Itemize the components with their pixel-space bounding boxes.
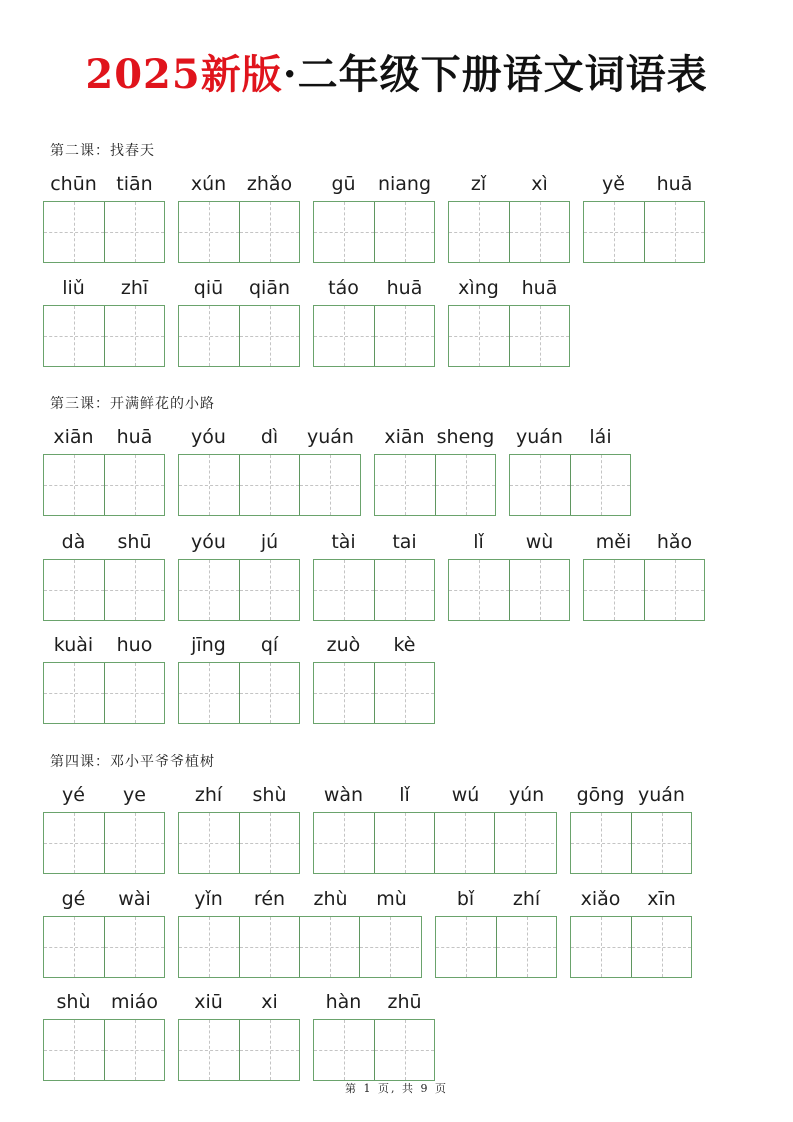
pinyin-line: [509, 424, 631, 454]
writing-cell[interactable]: [179, 1020, 239, 1080]
word-group: [178, 529, 300, 621]
pinyin-syllable: gé: [61, 888, 86, 910]
pinyin-syllable: hàn: [325, 991, 362, 1013]
pinyin-syllable: dì: [260, 426, 279, 448]
word-row: [43, 886, 692, 978]
pinyin-line: [43, 886, 165, 916]
writing-cell[interactable]: [104, 917, 164, 977]
pinyin-syllable: lái: [589, 426, 612, 448]
writing-cell[interactable]: [104, 560, 164, 620]
writing-cell[interactable]: [44, 455, 104, 515]
writing-cell[interactable]: [584, 560, 644, 620]
pinyin-syllable: zhù: [313, 888, 348, 910]
pinyin-line: [43, 632, 165, 662]
writing-cell[interactable]: [104, 1020, 164, 1080]
tianzige-grid: [178, 454, 361, 516]
word-group: [313, 632, 435, 724]
pinyin-line: [43, 989, 165, 1019]
word-group: [448, 275, 570, 367]
pinyin-syllable: niang: [377, 173, 432, 195]
pinyin-syllable: xiān: [384, 426, 425, 448]
writing-cell[interactable]: [44, 560, 104, 620]
lesson-heading: 第四课：邓小平爷爷植树: [50, 754, 215, 770]
word-row: [43, 632, 435, 724]
pinyin-syllable: xún: [190, 173, 227, 195]
pinyin-line: [313, 632, 435, 662]
pinyin-line: [43, 171, 165, 201]
pinyin-syllable: jīng: [191, 634, 226, 656]
page-title: [0, 52, 793, 98]
tianzige-grid: [570, 812, 692, 874]
word-group: [43, 424, 165, 516]
writing-cell[interactable]: [299, 917, 359, 977]
pinyin-line: [313, 529, 435, 559]
word-group: [43, 275, 165, 367]
pinyin-line: [178, 275, 300, 305]
writing-cell[interactable]: [314, 202, 374, 262]
word-group: [43, 886, 165, 978]
word-group: [178, 782, 300, 874]
pinyin-syllable: yǐn: [194, 888, 223, 910]
pinyin-line: [43, 424, 165, 454]
pinyin-line: [313, 171, 435, 201]
writing-cell[interactable]: [314, 813, 374, 873]
pinyin-line: [583, 529, 705, 559]
word-row: [43, 275, 570, 367]
writing-cell[interactable]: [510, 455, 570, 515]
tianzige-grid: [509, 454, 631, 516]
pinyin-line: [43, 529, 165, 559]
pinyin-line: [178, 171, 300, 201]
title-edition: 2025新版: [85, 51, 283, 98]
pinyin-syllable: wài: [118, 888, 151, 910]
pinyin-syllable: xì: [531, 173, 548, 195]
pinyin-syllable: huā: [116, 426, 153, 448]
writing-cell[interactable]: [584, 202, 644, 262]
pinyin-syllable: qiū: [193, 277, 224, 299]
page-footer: 第 1 页, 共 9 页: [345, 1082, 448, 1095]
tianzige-grid: [448, 559, 570, 621]
word-group: [570, 782, 692, 874]
pinyin-syllable: xi: [261, 991, 278, 1013]
writing-cell[interactable]: [239, 813, 299, 873]
word-group: [448, 171, 570, 263]
pinyin-line: [178, 782, 300, 812]
pinyin-line: [313, 782, 557, 812]
tianzige-grid: [313, 201, 435, 263]
pinyin-syllable: kuài: [53, 634, 94, 656]
word-group: [509, 424, 631, 516]
word-group: [178, 989, 300, 1081]
writing-cell[interactable]: [104, 813, 164, 873]
writing-cell[interactable]: [179, 663, 239, 723]
writing-cell[interactable]: [104, 306, 164, 366]
writing-cell[interactable]: [496, 917, 556, 977]
word-group: [178, 632, 300, 724]
writing-cell[interactable]: [179, 560, 239, 620]
pinyin-line: [178, 424, 361, 454]
writing-cell[interactable]: [435, 455, 495, 515]
pinyin-line: [435, 886, 557, 916]
writing-cell[interactable]: [44, 663, 104, 723]
writing-cell[interactable]: [494, 813, 554, 873]
pinyin-syllable: huā: [521, 277, 558, 299]
pinyin-line: [313, 989, 435, 1019]
pinyin-line: [43, 275, 165, 305]
word-group: [43, 632, 165, 724]
pinyin-syllable: shù: [56, 991, 91, 1013]
pinyin-syllable: yuán: [307, 426, 354, 448]
pinyin-line: [178, 989, 300, 1019]
lesson-heading: 第二课：找春天: [50, 143, 155, 159]
pinyin-line: [313, 275, 435, 305]
writing-cell[interactable]: [375, 455, 435, 515]
pinyin-syllable: chūn: [50, 173, 97, 195]
pinyin-syllable: yé: [62, 784, 85, 806]
word-group: [178, 171, 300, 263]
writing-cell[interactable]: [644, 560, 704, 620]
word-group: [570, 886, 692, 978]
pinyin-syllable: měi: [595, 531, 632, 553]
tianzige-grid: [178, 662, 300, 724]
pinyin-syllable: táo: [328, 277, 359, 299]
lesson-heading: 第三课：开满鲜花的小路: [50, 396, 215, 412]
pinyin-syllable: sheng: [436, 426, 495, 448]
writing-cell[interactable]: [509, 306, 569, 366]
writing-cell[interactable]: [571, 917, 631, 977]
pinyin-syllable: yě: [602, 173, 625, 195]
pinyin-syllable: bǐ: [456, 888, 475, 910]
tianzige-grid: [313, 662, 435, 724]
writing-cell[interactable]: [239, 202, 299, 262]
writing-cell[interactable]: [436, 917, 496, 977]
word-group: [448, 529, 570, 621]
writing-cell[interactable]: [179, 813, 239, 873]
writing-cell[interactable]: [374, 663, 434, 723]
pinyin-syllable: yuán: [516, 426, 563, 448]
pinyin-line: [583, 171, 705, 201]
writing-cell[interactable]: [374, 202, 434, 262]
writing-cell[interactable]: [104, 202, 164, 262]
writing-cell[interactable]: [314, 560, 374, 620]
writing-cell[interactable]: [44, 202, 104, 262]
pinyin-syllable: huā: [386, 277, 423, 299]
writing-cell[interactable]: [631, 917, 691, 977]
tianzige-grid: [313, 305, 435, 367]
word-group: [178, 275, 300, 367]
pinyin-line: [448, 171, 570, 201]
pinyin-syllable: miáo: [110, 991, 159, 1013]
writing-cell[interactable]: [44, 917, 104, 977]
writing-cell[interactable]: [571, 813, 631, 873]
word-group: [313, 171, 435, 263]
word-group: [178, 424, 361, 516]
pinyin-syllable: lǐ: [399, 784, 410, 806]
writing-cell[interactable]: [239, 663, 299, 723]
pinyin-syllable: rén: [253, 888, 286, 910]
pinyin-syllable: gū: [331, 173, 356, 195]
pinyin-syllable: xiǎo: [580, 888, 621, 910]
writing-cell[interactable]: [44, 813, 104, 873]
word-group: [43, 171, 165, 263]
word-row: [43, 782, 692, 874]
pinyin-syllable: yóu: [191, 426, 226, 448]
tianzige-grid: [583, 201, 705, 263]
writing-cell[interactable]: [374, 560, 434, 620]
tianzige-grid: [313, 559, 435, 621]
writing-cell[interactable]: [359, 917, 419, 977]
writing-cell[interactable]: [449, 202, 509, 262]
tianzige-grid: [178, 305, 300, 367]
pinyin-syllable: xīn: [647, 888, 676, 910]
word-group: [313, 782, 557, 874]
word-group: [435, 886, 557, 978]
tianzige-grid: [448, 201, 570, 263]
word-group: [313, 989, 435, 1081]
word-group: [43, 782, 165, 874]
tianzige-grid: [178, 812, 300, 874]
pinyin-line: [570, 886, 692, 916]
writing-cell[interactable]: [509, 202, 569, 262]
pinyin-syllable: ye: [123, 784, 146, 806]
tianzige-grid: [43, 454, 165, 516]
word-row: [43, 171, 705, 263]
writing-cell[interactable]: [449, 560, 509, 620]
pinyin-line: [178, 529, 300, 559]
pinyin-syllable: wù: [525, 531, 554, 553]
pinyin-syllable: dà: [61, 531, 86, 553]
tianzige-grid: [43, 1019, 165, 1081]
pinyin-syllable: zhū: [387, 991, 422, 1013]
word-row: [43, 424, 631, 516]
pinyin-syllable: shū: [117, 531, 152, 553]
pinyin-syllable: lǐ: [473, 531, 484, 553]
pinyin-syllable: zhí: [194, 784, 223, 806]
pinyin-syllable: tài: [331, 531, 356, 553]
writing-cell[interactable]: [314, 1020, 374, 1080]
tianzige-grid: [448, 305, 570, 367]
pinyin-syllable: zhǎo: [246, 173, 293, 195]
word-group: [313, 529, 435, 621]
tianzige-grid: [178, 916, 422, 978]
pinyin-syllable: tai: [392, 531, 417, 553]
writing-cell[interactable]: [314, 663, 374, 723]
pinyin-syllable: zǐ: [470, 173, 487, 195]
pinyin-syllable: xìng: [458, 277, 499, 299]
tianzige-grid: [43, 559, 165, 621]
writing-cell[interactable]: [374, 1020, 434, 1080]
writing-cell[interactable]: [239, 917, 299, 977]
pinyin-syllable: hǎo: [656, 531, 693, 553]
tianzige-grid: [43, 916, 165, 978]
pinyin-line: [448, 529, 570, 559]
writing-cell[interactable]: [239, 1020, 299, 1080]
pinyin-syllable: yóu: [191, 531, 226, 553]
writing-cell[interactable]: [179, 306, 239, 366]
pinyin-line: [570, 782, 692, 812]
pinyin-syllable: kè: [393, 634, 416, 656]
pinyin-syllable: tiān: [116, 173, 153, 195]
tianzige-grid: [178, 201, 300, 263]
pinyin-syllable: liǔ: [62, 277, 85, 299]
pinyin-syllable: wú: [451, 784, 480, 806]
word-group: [583, 529, 705, 621]
writing-cell[interactable]: [239, 455, 299, 515]
tianzige-grid: [374, 454, 496, 516]
writing-cell[interactable]: [449, 306, 509, 366]
writing-cell[interactable]: [179, 455, 239, 515]
tianzige-grid: [178, 1019, 300, 1081]
writing-cell[interactable]: [104, 663, 164, 723]
word-group: [43, 989, 165, 1081]
title-main: ·二年级下册语文词语表: [282, 51, 708, 98]
word-row: [43, 989, 435, 1081]
pinyin-line: [374, 424, 496, 454]
pinyin-syllable: xiān: [53, 426, 94, 448]
pinyin-syllable: jú: [260, 531, 279, 553]
word-row: [43, 529, 705, 621]
tianzige-grid: [43, 305, 165, 367]
word-group: [43, 529, 165, 621]
writing-cell[interactable]: [104, 455, 164, 515]
pinyin-syllable: shù: [252, 784, 287, 806]
writing-cell[interactable]: [44, 306, 104, 366]
pinyin-syllable: yún: [508, 784, 545, 806]
writing-cell[interactable]: [570, 455, 630, 515]
writing-cell[interactable]: [509, 560, 569, 620]
pinyin-syllable: zhī: [120, 277, 149, 299]
pinyin-syllable: zhí: [512, 888, 541, 910]
pinyin-syllable: gōng: [576, 784, 625, 806]
pinyin-syllable: wàn: [323, 784, 364, 806]
tianzige-grid: [178, 559, 300, 621]
writing-cell[interactable]: [179, 917, 239, 977]
word-group: [374, 424, 496, 516]
writing-cell[interactable]: [44, 1020, 104, 1080]
word-group: [313, 275, 435, 367]
writing-cell[interactable]: [374, 813, 434, 873]
pinyin-line: [448, 275, 570, 305]
tianzige-grid: [313, 812, 557, 874]
pinyin-syllable: huā: [656, 173, 693, 195]
pinyin-syllable: zuò: [326, 634, 361, 656]
writing-cell[interactable]: [434, 813, 494, 873]
pinyin-line: [178, 886, 422, 916]
writing-cell[interactable]: [314, 306, 374, 366]
tianzige-grid: [313, 1019, 435, 1081]
tianzige-grid: [43, 662, 165, 724]
pinyin-syllable: yuán: [638, 784, 685, 806]
pinyin-line: [43, 782, 165, 812]
tianzige-grid: [43, 201, 165, 263]
tianzige-grid: [570, 916, 692, 978]
writing-cell[interactable]: [374, 306, 434, 366]
writing-cell[interactable]: [299, 455, 359, 515]
pinyin-syllable: xiū: [194, 991, 223, 1013]
tianzige-grid: [43, 812, 165, 874]
pinyin-line: [178, 632, 300, 662]
writing-cell[interactable]: [239, 560, 299, 620]
writing-cell[interactable]: [179, 202, 239, 262]
pinyin-syllable: mù: [376, 888, 407, 910]
tianzige-grid: [435, 916, 557, 978]
writing-cell[interactable]: [239, 306, 299, 366]
pinyin-syllable: huo: [116, 634, 153, 656]
pinyin-syllable: qiān: [248, 277, 291, 299]
word-group: [583, 171, 705, 263]
tianzige-grid: [583, 559, 705, 621]
word-group: [178, 886, 422, 978]
writing-cell[interactable]: [631, 813, 691, 873]
pinyin-syllable: qí: [260, 634, 279, 656]
writing-cell[interactable]: [644, 202, 704, 262]
